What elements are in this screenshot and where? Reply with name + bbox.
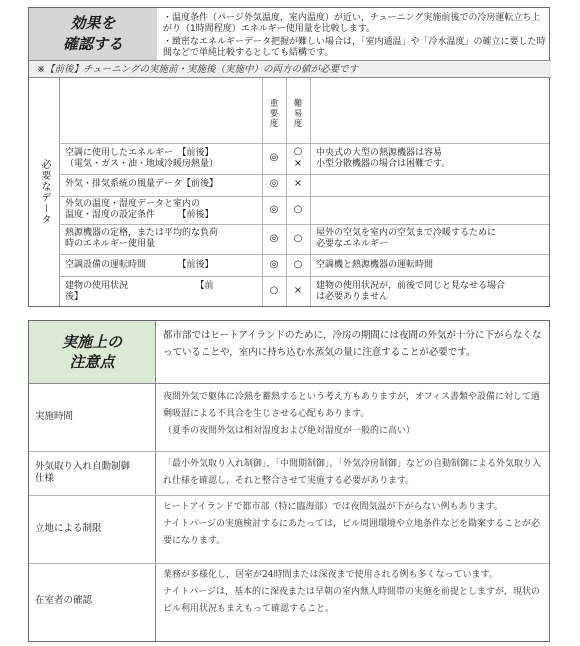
difficulty-mark: ○ — [293, 233, 303, 244]
note-row-label: 実施時間 — [35, 411, 74, 422]
bullet-item: ・温度条件（パージ外気温度，室内温度）が近い，チューニング実施前後での冷房運転立ち上がり（1時間程度）エネルギー使用量を比較します。 — [163, 13, 541, 34]
difficulty-mark: ○ — [293, 204, 303, 215]
data-item: 外気・排気系統の風量データ【前後】 — [65, 179, 219, 189]
data-remark: 空調機と熱源機器の運転時間 — [316, 260, 434, 270]
importance-mark: ◎ — [269, 178, 279, 189]
data-item: 熱源機器の定格，または平均的な負荷 時のエネルギー使用量 — [65, 228, 219, 249]
importance-mark: ◎ — [269, 152, 279, 163]
difficulty-mark: ○ × — [293, 146, 303, 169]
data-item: 空調に使用したエネルギー 【前後】 （電気・ガス・油・地域冷暖房熱量） — [65, 148, 219, 169]
effect-confirmation-section — [28, 7, 550, 307]
importance-mark: ◎ — [269, 204, 279, 215]
note-row-label: 外気取り入れ自動制御 仕様 — [35, 461, 131, 484]
note-row-text: ヒートアイランドで都市部（特に臨海部）では夜間気温が下がらない例もあります。 ナイトパージの実施検討するにあたっては，ビル周囲環境や立地条件などを勘案することが必要になります。 — [163, 502, 541, 546]
data-item: 空調設備の運転時間 【前後】 — [65, 260, 214, 270]
importance-mark: ◎ — [269, 259, 279, 270]
data-remark: 中央式の大型の熱源機器は容易 小型分散機器の場合は困難です。 — [316, 148, 451, 169]
before-after-note: ※【前後】チューニングの実施前・実施後（実施中）の両方の値が必要です — [29, 60, 551, 78]
difficulty-mark: × — [293, 285, 303, 296]
data-remark: 屋外の空気を室内の空気まで冷暖するために 必要なエネルギー — [316, 228, 497, 249]
implementation-notes-section — [28, 320, 550, 642]
data-remark: 建物の使用状況が，前後で同じと見なせる場合 は必要ありません — [316, 281, 506, 302]
data-item: 外気の温度・湿度データと室内の 温度・湿度の設定条件 【前後】 — [65, 199, 214, 220]
note-row-label: 在室者の確認 — [35, 595, 93, 606]
section-title: 実施上の 注意点 — [29, 321, 155, 383]
note-row-label: 立地による制限 — [35, 523, 102, 534]
required-data-label: 必要なデータ — [29, 78, 60, 306]
importance-mark: ◎ — [269, 233, 279, 244]
note-row-text: 業務が多様化し，居室が24時間または深夜まで使用される例も多くなっています。 ナイトパージは，基本的に深夜または早朝の室内無人時間帯の実施を前提としますが，現状のビル利用状況もまえもって確認すること。 — [163, 570, 541, 614]
difficulty-mark: × — [293, 178, 303, 189]
difficulty-mark: ○ — [293, 259, 303, 270]
data-item: 建物の使用状況 【前 後】 — [65, 281, 214, 302]
difficulty-header: 難易度 — [293, 99, 303, 129]
section-intro: 都市部ではヒートアイランドのために，冷房の期間には夜間の外気が十分に下がらなくなっていることや，室内に持ち込む水蒸気の量に注意することが必要です。 — [163, 330, 542, 358]
importance-mark: ○ — [269, 285, 279, 296]
section-title: 効果を 確認する — [29, 8, 157, 60]
section-header — [29, 8, 551, 60]
note-row-text: 「最小外気取り入れ制御」，「中間期制御」，「外気冷房制御」などの自動制御による外気取り入れ仕様を確認し，それと整合させて実施する必要があります。 — [163, 459, 542, 486]
note-row-text: 夜間外気で躯体に冷熱を蓄熱するという考え方もありますが，オフィス書類や設備に対して過剰吸湿による不具合を生じさせる心配もあります。 （夏季の夜間外気は相対湿度および絶対湿度が一般的に高い） — [163, 392, 541, 436]
bullet-item: ・緻密なエネルギーデータ把握が難しい場合は，「室内通温」や「冷水温度」の確立に要した時間などで単純比較するとしても結構です。 — [163, 37, 546, 58]
importance-header: 重要度 — [269, 99, 279, 129]
